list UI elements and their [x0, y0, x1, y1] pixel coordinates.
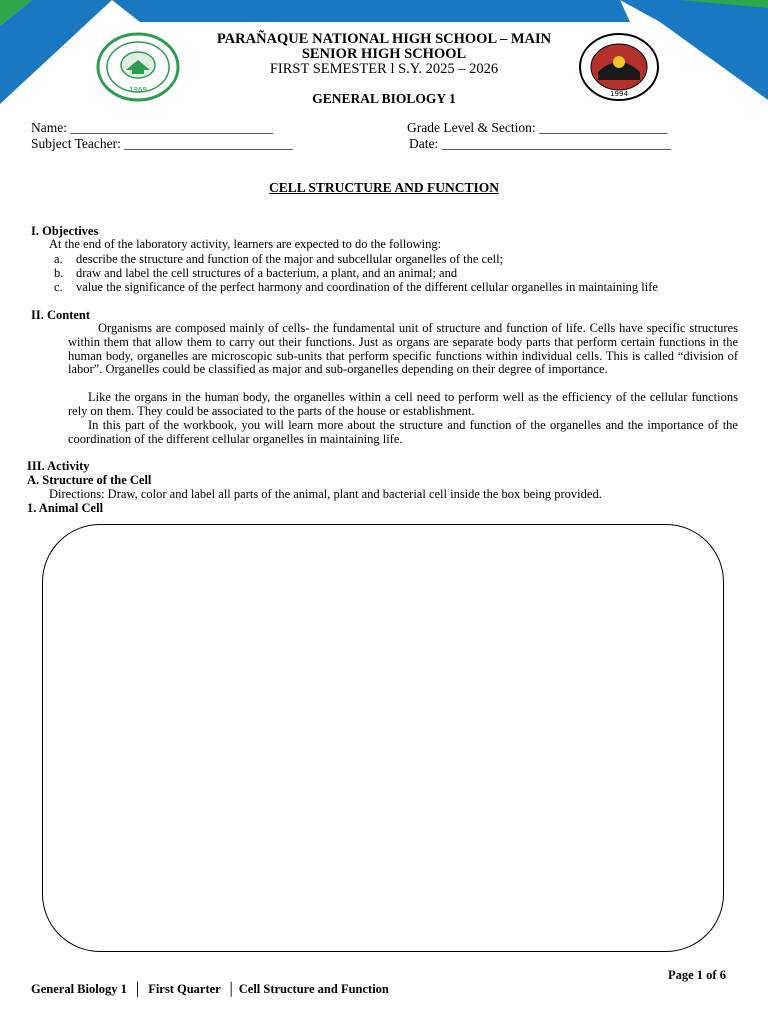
activity-directions: Directions: Draw, color and label all parts of the animal, plant and bacterial cell inside the box being provided. [49, 487, 602, 501]
date-field[interactable]: Date: __________________________________ [409, 136, 672, 151]
objective-letter: a. [54, 252, 63, 266]
objective-item [54, 252, 503, 267]
content-heading: II. Content [31, 308, 91, 322]
footer-divider: │ [223, 982, 236, 996]
activity-heading: III. Activity [27, 459, 90, 473]
worksheet-title: CELL STRUCTURE AND FUNCTION [269, 180, 499, 195]
footer-subject: General Biology 1 [31, 982, 127, 996]
objective-text: value the significance of the perfect harmony and coordination of the different cellular organelles in maintaining life [76, 280, 658, 294]
objective-letter: c. [54, 280, 63, 294]
content-paragraph-3: In this part of the workbook, you will learn more about the structure and function of the organelles and the importance of the coordination of the different cellular organelles in maintaining life. [68, 418, 738, 446]
objective-item [54, 266, 457, 281]
division-seal-year: 1994 [610, 90, 628, 98]
subject-title: GENERAL BIOLOGY 1 [312, 91, 456, 106]
footer-lesson: Cell Structure and Function [238, 982, 389, 996]
school-logo-year: 1969 [129, 86, 147, 94]
animal-cell-label: 1. Animal Cell [27, 501, 104, 515]
banner-top-blue [112, 0, 630, 22]
objective-text: describe the structure and function of the major and subcellular organelles of the cell; [76, 252, 504, 266]
semester-line: FIRST SEMESTER l S.Y. 2025 – 2026 [269, 61, 499, 77]
school-name: PARAÑAQUE NATIONAL HIGH SCHOOL – MAIN [216, 31, 552, 47]
footer-divider: │ [129, 982, 146, 996]
objective-item [54, 280, 658, 295]
activity-subheading: A. Structure of the Cell [27, 473, 152, 487]
grade-section-field[interactable]: Grade Level & Section: ___________________ [407, 120, 668, 135]
subject-teacher-field[interactable]: Subject Teacher: _________________________ [31, 136, 294, 151]
objective-text: draw and label the cell structures of a bacterium, a plant, and an animal; and [76, 266, 458, 280]
content-paragraph-1: Organisms are composed mainly of cells- the fundamental unit of structure and function of life. Cells have specific structures within them that allow them to carry out their functions. Just as organs are separate body parts that perform certain functions in the human body, organelles are microscopic sub-units that perform specific functions within individual cells. This is called “division of labor”. Organelles could be classified as major and sub-organelles depending on their degree of importance. [68, 321, 738, 377]
footer-quarter: First Quarter [148, 982, 221, 996]
animal-cell-drawing-box[interactable] [42, 524, 724, 952]
footer-info [31, 982, 389, 997]
content-paragraph-2: Like the organs in the human body, the organelles within a cell need to perform well as the efficiency of the cellular functions rely on them. They could be associated to the parts of the house or establishment. [68, 390, 738, 418]
objectives-heading: I. Objectives [31, 224, 99, 238]
name-field[interactable]: Name: ______________________________ [31, 120, 273, 135]
objective-letter: b. [54, 266, 64, 280]
page-number: Page 1 of 6 [668, 968, 726, 982]
school-division: SENIOR HIGH SCHOOL [301, 46, 467, 62]
objectives-intro: At the end of the laboratory activity, learners are expected to do the following: [49, 237, 442, 251]
